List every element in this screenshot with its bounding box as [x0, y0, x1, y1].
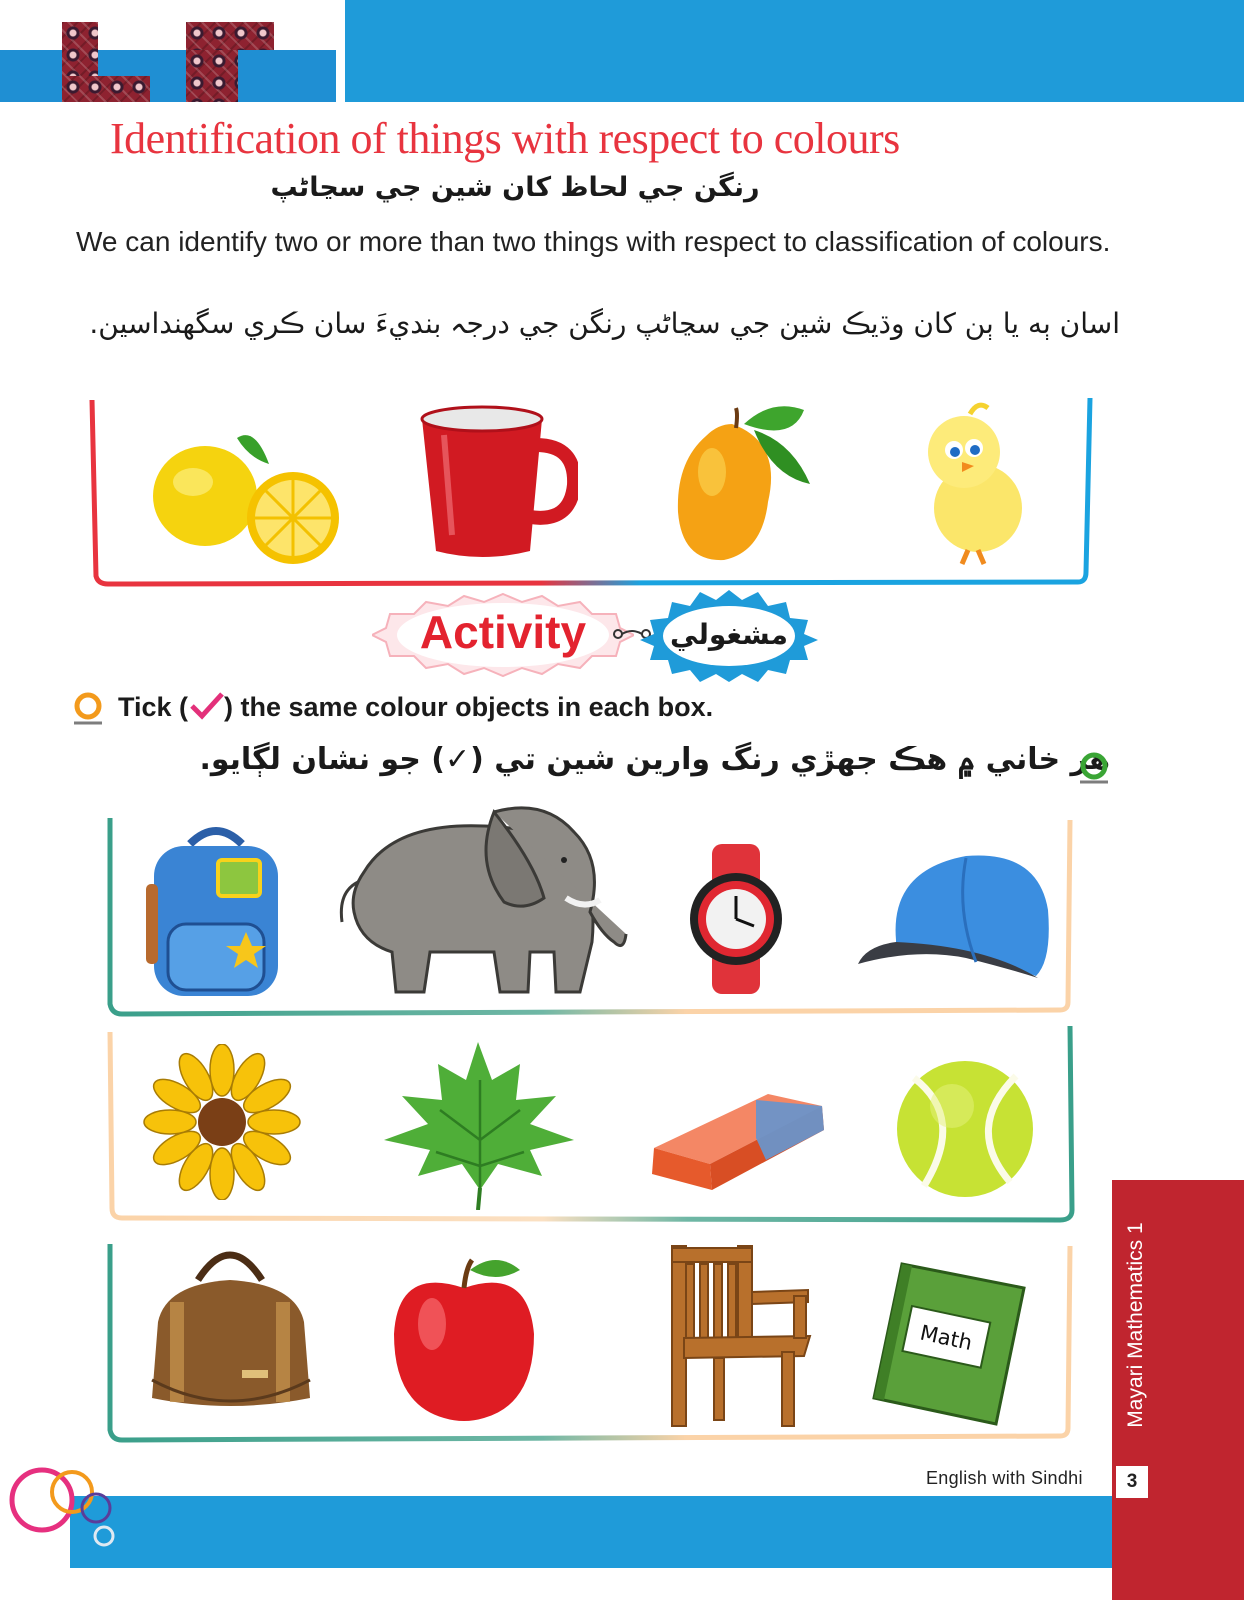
- footer-band: [70, 1496, 1112, 1568]
- footer-text: English with Sindhi: [926, 1468, 1083, 1488]
- apple-icon: [388, 1254, 540, 1424]
- header-block: [238, 50, 336, 102]
- tennis-ball-icon: [894, 1058, 1036, 1200]
- leaf-icon: [380, 1040, 576, 1210]
- activity-label: Activity: [419, 606, 587, 658]
- page-number: 3: [1116, 1466, 1148, 1498]
- intro-sindhi: اسان ٻه يا ٻن کان وڌيڪ شين جي سڃاڻپ رنگن جي درجہ بنديءَ سان ڪري سگھنداسين.: [89, 307, 1120, 340]
- instruction-start: Tick (: [118, 692, 189, 722]
- ajrak-pattern: [62, 76, 150, 102]
- handbag-icon: [146, 1240, 316, 1418]
- bullet-icon: [1078, 750, 1110, 784]
- header-band: [345, 0, 1244, 102]
- ajrak-pattern: [186, 22, 274, 50]
- ajrak-pattern: [186, 50, 238, 102]
- lemon-icon: [145, 418, 345, 568]
- tick-icon: [188, 692, 224, 720]
- header-block: [0, 50, 62, 102]
- activity-sindhi-label: مشغولي: [669, 618, 789, 651]
- mango-icon: [672, 402, 822, 567]
- chick-icon: [918, 400, 1038, 570]
- side-label-text: Mayari Mathematics 1: [1124, 1222, 1147, 1428]
- bullet-icon: [72, 692, 104, 726]
- math-book-icon: [872, 1262, 1026, 1426]
- rings-decoration: [0, 1464, 130, 1564]
- elephant-icon: [334, 802, 634, 1002]
- page-title: Identification of things with respect to colours: [110, 114, 900, 163]
- side-label: [1112, 1180, 1160, 1470]
- chair-icon: [654, 1240, 814, 1430]
- page-subtitle-sindhi: رنگن جي لحاظ کان شين جي سڃاڻپ: [270, 172, 760, 203]
- red-mug-icon: [418, 405, 578, 565]
- watch-icon: [676, 844, 796, 994]
- cap-icon: [856, 850, 1056, 980]
- instruction-end: ) the same colour objects in each box.: [224, 692, 714, 722]
- eraser-icon: [646, 1078, 830, 1198]
- instruction-sindhi: هر خاني ۾ هڪ جھڙي رنگ وارين شين تي (✓) جو نشان لڳايو.: [199, 742, 1110, 777]
- sunflower-icon: [142, 1044, 302, 1200]
- math-book-label: Math: [917, 1320, 975, 1355]
- header-block: [98, 50, 150, 76]
- intro-english: We can identify two or more than two things with respect to classification of colours.: [76, 226, 1111, 257]
- instruction-english: [118, 692, 713, 723]
- header-block: [150, 50, 186, 102]
- backpack-icon: [146, 824, 286, 1002]
